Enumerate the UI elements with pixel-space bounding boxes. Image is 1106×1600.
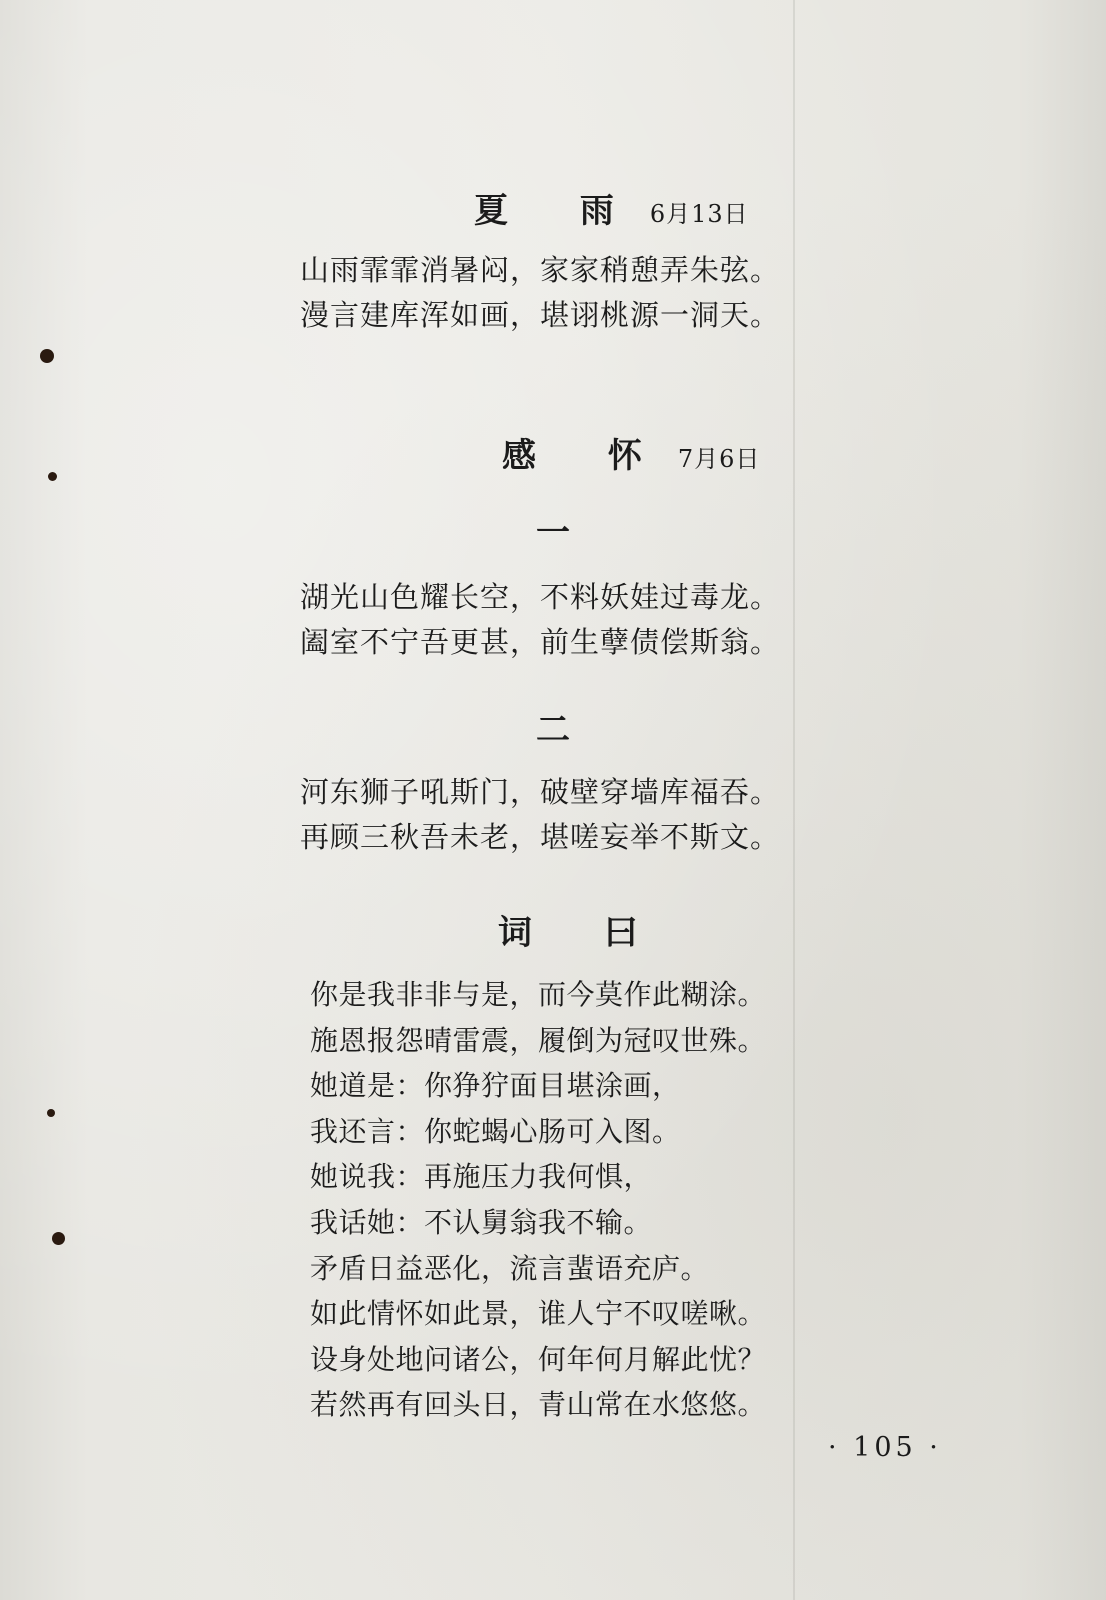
binding-hole [48, 472, 57, 481]
poem-verse [300, 770, 780, 860]
verse-line: 河东狮子吼斯门，破壁穿墙库福吞。 [300, 775, 781, 809]
poem-verse [310, 972, 766, 1428]
verse-line: 若然再有回头日，青山常在水悠悠。 [310, 1388, 767, 1422]
poem-title-text: 感 怀 [502, 436, 672, 476]
verse-line: 漫言建库浑如画，堪诩桃源一洞天。 [300, 298, 781, 332]
verse-line: 矛盾日益恶化，流言蜚语充庐。 [310, 1251, 710, 1285]
poem-title-summer-rain [474, 183, 749, 232]
poem-date: 7月6日 [677, 445, 761, 473]
verse-line: 设身处地问诸公，何年何月解此忧？ [310, 1342, 767, 1376]
verse-line: 我话她：不认舅翁我不输。 [310, 1205, 653, 1239]
section-numeral-two: 二 [536, 710, 570, 750]
binding-hole [40, 349, 54, 363]
verse-line: 施恩报怨晴雷震，履倒为冠叹世殊。 [310, 1023, 767, 1057]
verse-line: 再顾三秋吾未老，堪嗟妄举不斯文。 [300, 820, 781, 854]
verse-line: 阖室不宁吾更甚，前生孽债偿斯翁。 [300, 625, 781, 659]
verse-line: 她道是：你狰狞面目堪涂画， [310, 1069, 681, 1103]
page-fold-shadow [793, 0, 795, 1600]
poem-title-ci [498, 905, 668, 954]
poem-title-text: 词 曰 [498, 913, 668, 953]
section-numeral-one: 一 [536, 513, 570, 553]
verse-line: 山雨霏霏消暑闷，家家稍憩弄朱弦。 [300, 253, 781, 287]
binding-hole [52, 1232, 65, 1245]
verse-line: 湖光山色耀长空，不料妖娃过毒龙。 [300, 580, 781, 614]
page-number: · 105 · [828, 1432, 942, 1463]
poem-verse [300, 248, 780, 338]
poem-date: 6月13日 [649, 200, 749, 228]
verse-line: 你是我非非与是，而今莫作此糊涂。 [310, 978, 767, 1011]
poem-verse [300, 575, 780, 665]
verse-line: 如此情怀如此景，谁人宁不叹嗟啾。 [310, 1297, 767, 1331]
verse-line: 我还言：你蛇蝎心肠可入图。 [310, 1114, 681, 1148]
verse-line: 她说我：再施压力我何惧， [310, 1160, 653, 1194]
binding-hole [47, 1109, 55, 1117]
poem-title-feelings [502, 428, 760, 477]
poem-title-text: 夏 雨 [474, 191, 644, 231]
